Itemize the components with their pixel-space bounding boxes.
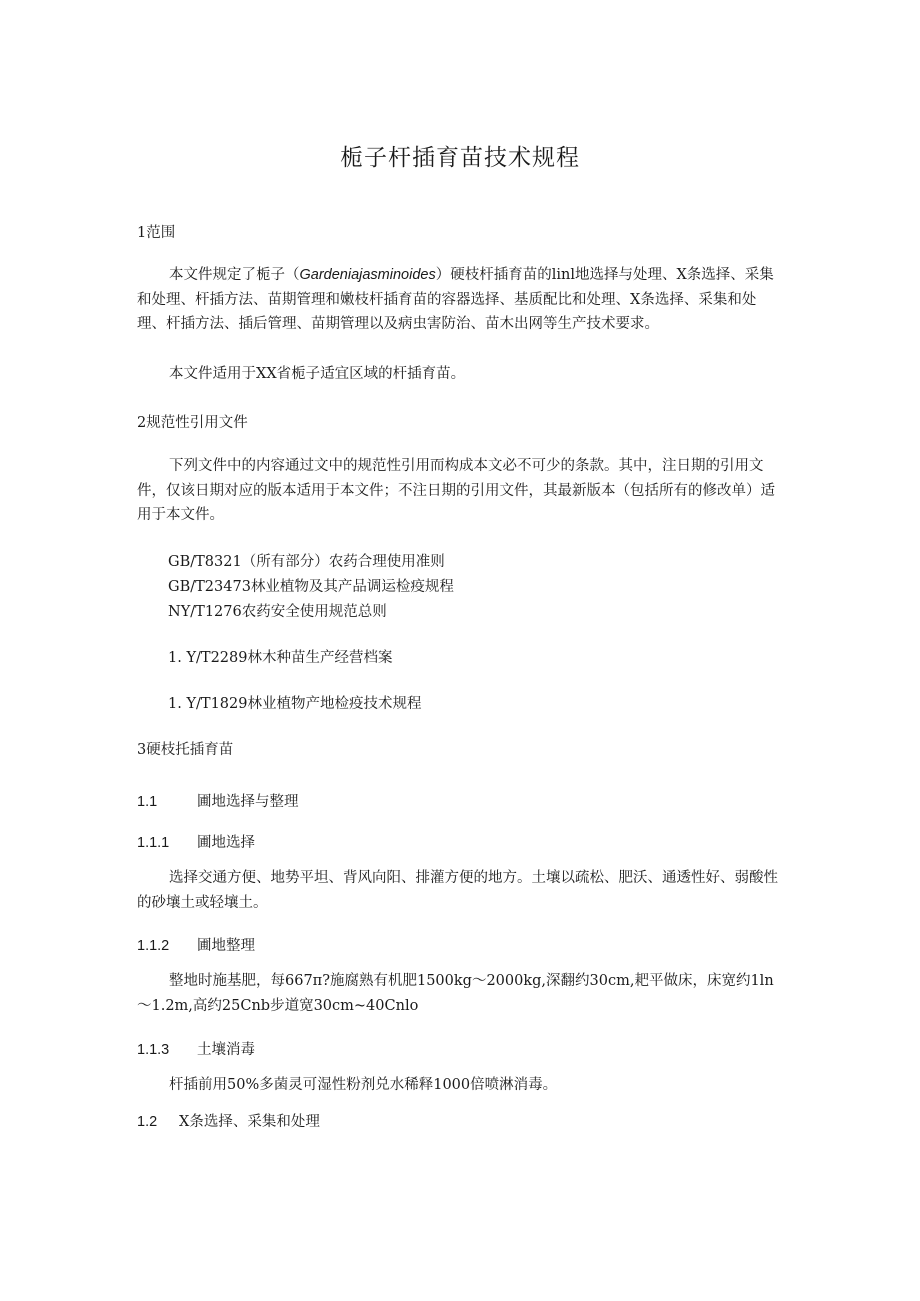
subsection-title: 圃地选择 [197,835,255,851]
subsection-title: X条选择、采集和处理 [179,1114,320,1130]
scientific-name: Gardeniajasminoides [299,267,436,283]
section-2-paragraph-1: 下列文件中的内容通过文中的规范性引用而构成本文必不可少的条款。其中，注日期的引用文件，仅该日期对应的版本适用于本文件；不注日期的引用文件，其最新版本（包括所有的修改单）适用于本文件。 [137,458,775,523]
subsection-number: 1.1 [137,794,158,810]
subsection-title: 圃地选择与整理 [197,794,299,810]
reference-item: 1. Y/T1829林业植物产地检疫技术规程 [168,696,422,712]
subsection-number: 1.1.2 [137,938,170,954]
subsection-number: 1.1.3 [137,1042,170,1058]
subsection-1-1-2-paragraph: 整地时施基肥，每667π?施腐熟有机肥1500kg～2000kg,深翻约30cm,耙平做床，床宽约1ln～1.2m,高约25Cnb步道宽30cm~40Cnlo [137,973,774,1014]
subsection-1-1-3-heading [137,1038,255,1059]
subsection-number: 1.1.1 [137,835,170,851]
reference-item: GB/T8321（所有部分）农药合理使用准则 [168,554,445,570]
section-1-paragraph-2: 本文件适用于XX省栀子适宜区域的杆插育苗。 [169,366,466,382]
reference-item: GB/T23473林业植物及其产品调运检疫规程 [168,579,454,595]
subsection-1-2-heading [137,1110,320,1131]
section-1-heading: 1范围 [137,225,176,241]
subsection-1-1-1-paragraph: 选择交通方便、地势平坦、背风向阳、排灌方便的地方。土壤以疏松、肥沃、通透性好、弱酸性的砂壤土或轻壤土。 [137,870,778,911]
reference-item: NY/T1276农药安全使用规范总则 [168,604,387,620]
subsection-title: 圃地整理 [197,938,255,954]
document-title: 栀子杆插育苗技术规程 [340,145,580,171]
scope-text-start: 本文件规定了栀子（ [169,267,300,283]
subsection-1-1-heading [137,790,299,811]
subsection-1-1-3-paragraph: 杆插前用50%多菌灵可湿性粉剂兑水稀释1000倍喷淋消毒。 [169,1077,558,1093]
reference-item: 1. Y/T2289林木种苗生产经营档案 [168,650,393,666]
subsection-1-1-2-heading [137,934,255,955]
section-1-paragraph-1 [137,263,785,337]
scope-text-end: ）硬枝杆插育苗的linl地选择与处理、X条选择、采集和处理、杆插方法、苗期管理和嫩枝杆插育苗的容器选择、基质配比和处理、X条选择、采集和处理、杆插方法、插后管理、苗期管理以及病虫害防治、苗木出网等生产技术要求。 [137,267,774,332]
subsection-title: 土壤消毒 [197,1042,255,1058]
section-2-heading: 2规范性引用文件 [137,415,248,431]
section-3-heading: 3硬枝托插育苗 [137,742,234,758]
subsection-1-1-1-heading [137,831,255,852]
subsection-number: 1.2 [137,1114,158,1130]
